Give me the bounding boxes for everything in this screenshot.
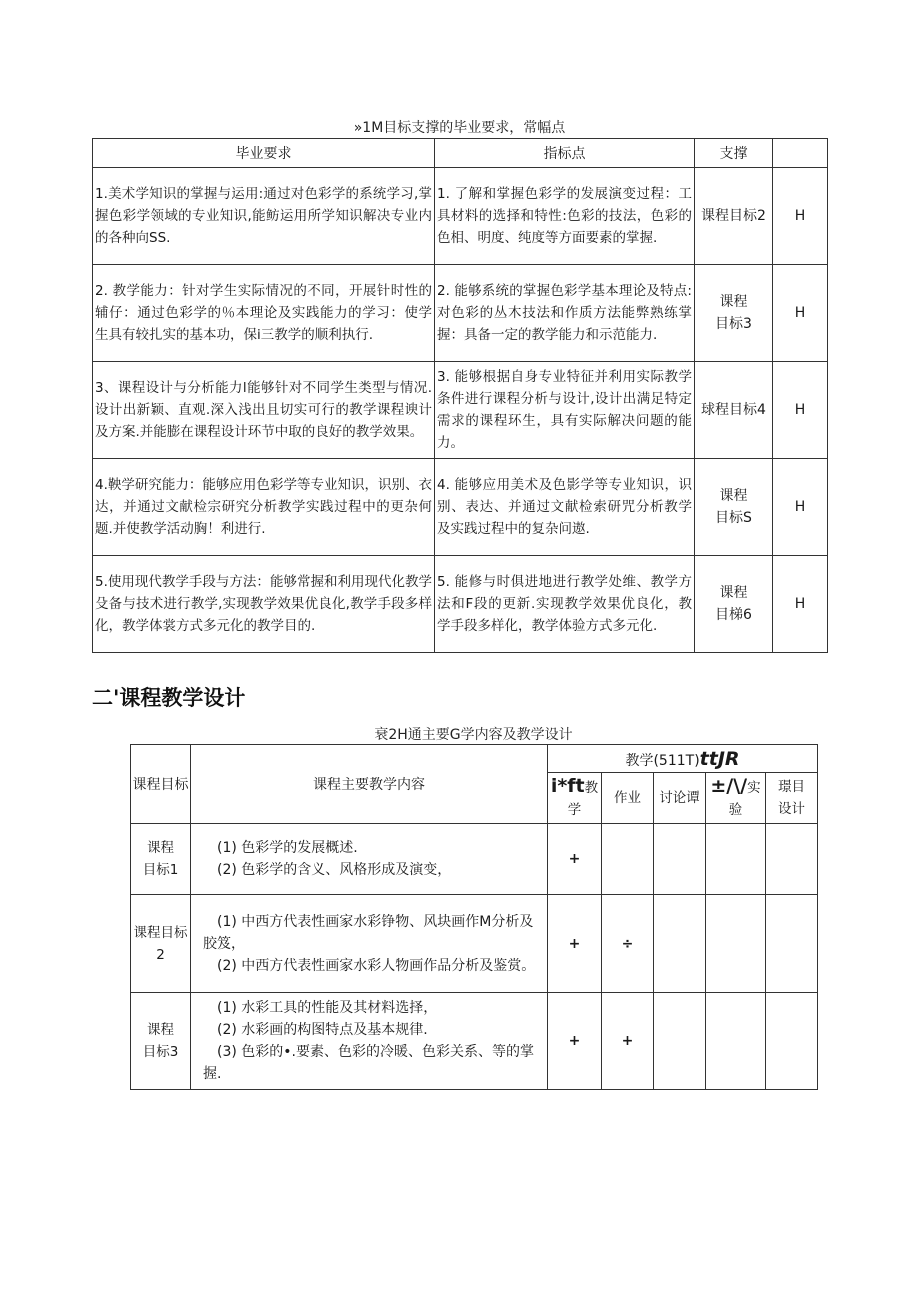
support-cell-line2: 目梯6	[715, 607, 752, 623]
graduation-requirements-table	[92, 138, 828, 653]
table-row	[93, 168, 828, 265]
mark-cell	[654, 895, 706, 993]
content-item: (3) 色彩的•.要素、色彩的冷暖、色彩关系、等的掌握.	[203, 1044, 534, 1082]
content-cell	[191, 824, 548, 895]
mark-cell	[654, 993, 706, 1090]
header-support: 支撑	[695, 139, 773, 168]
table-row	[131, 993, 818, 1090]
level-cell: H	[773, 362, 828, 459]
header-content: 课程主要教学内容	[191, 745, 548, 824]
content-item: (2) 水彩画的构图特点及基本规律.	[217, 1022, 428, 1038]
level-cell: H	[773, 459, 828, 556]
mark-cell	[602, 824, 654, 895]
table-row	[131, 895, 818, 993]
subheader-experiment-big: ±/\/	[710, 775, 748, 797]
subheader-lecture	[548, 773, 602, 824]
goal-cell: 课程目标2	[131, 895, 191, 993]
subheader-experiment	[706, 773, 766, 824]
requirement-cell: 1.美术学知识的掌握与运用:通过对色彩学的系统学习,掌握色彩学领域的专业知识,能鲂运用所学知识解决专业内的各种向SS.	[95, 186, 432, 246]
mark-cell	[766, 993, 818, 1090]
content-item: (2) 中西方代表性画家水彩人物画作品分析及鉴赏。	[217, 957, 536, 974]
subheader-project: 璟目 设计	[766, 773, 818, 824]
level-cell: H	[773, 556, 828, 653]
mark-cell	[706, 895, 766, 993]
table-row	[93, 556, 828, 653]
table-row	[93, 362, 828, 459]
mark-cell	[706, 824, 766, 895]
indicator-cell: 1. 了解和掌握色彩学的发展演变过程：工具材料的选择和特性:色彩的技法，色彩的色相、明度、纯度等方面要素的掌握.	[437, 186, 692, 246]
table-row	[93, 459, 828, 556]
subheader-lecture-b: 学	[567, 802, 582, 818]
support-cell-line2: 目标S	[715, 510, 752, 526]
goal-cell: 课程 目标1	[131, 824, 191, 895]
header-goal: 课程目标	[131, 745, 191, 824]
mark-cell	[766, 895, 818, 993]
table-row	[131, 824, 818, 895]
content-item: (1) 水彩工具的性能及其材料选择，	[217, 1000, 438, 1016]
indicator-cell: 5. 能修与时俱进地进行教学处维、教学方法和F段的更新.实现教学效果优良化，教学手段多样化，教学体验方式多元化.	[437, 574, 692, 634]
header-requirement: 毕业要求	[93, 139, 435, 168]
header-method-label: 教学(511T)	[625, 752, 700, 769]
subheader-lecture-a: 教	[584, 780, 599, 796]
content-item: (1) 色彩学的发展概述.	[217, 840, 358, 856]
mark-cell: +	[548, 824, 602, 895]
goal-cell: 课程 目标3	[131, 993, 191, 1090]
section-heading: 二'课程教学设计	[92, 686, 246, 710]
requirement-cell: 4.鞅学研究能力：能够应用色彩学等专业知识，识别、衣达，并通过文献检宗研究分析教学实践过程中的更杂何题.并使教学活动胸！利进行.	[95, 477, 432, 537]
support-cell: 课程	[719, 488, 748, 504]
indicator-cell: 4. 能够应用美术及色影学等专业知识，识别、表达、并通过文献检索研咒分析教学及实践过程中的复杂问遨.	[437, 477, 692, 537]
content-item: (1) 中西方代表性画家水彩铮物、风块画作M分析及胶笈，	[203, 913, 534, 952]
mark-cell: +	[548, 895, 602, 993]
header-method-suffix: ttJR	[699, 747, 740, 770]
subheader-homework: 作业	[602, 773, 654, 824]
mark-cell	[706, 993, 766, 1090]
mark-cell: +	[548, 993, 602, 1090]
mark-cell	[766, 824, 818, 895]
requirement-cell: 5.使用现代教学手段与方法：能够常握和利用现代化教学殳备与技术进行教学,实现教学效果优良化,教学手段多样化，教学体裳方式多元化的教学目的.	[95, 574, 432, 634]
support-cell: 课程	[719, 585, 748, 601]
support-cell: 课程目标2	[701, 208, 766, 224]
table1-header-row	[93, 139, 828, 168]
teaching-design-table	[130, 744, 818, 1090]
mark-cell	[654, 824, 706, 895]
subheader-discussion: 讨论谭	[654, 773, 706, 824]
level-cell: H	[773, 168, 828, 265]
header-method	[548, 745, 818, 773]
support-cell: 球程目标4	[701, 402, 766, 418]
content-cell	[191, 895, 548, 993]
table2-caption: 衰2H通主要G学内容及教学设计	[374, 727, 573, 743]
requirement-cell: 3、课程设计与分析能力l能够针对不同学生类型与情况.设计出新颖、直观.深入浅出且切实可行的教学课程谀计及方案.并能膨在课程设计环节中取的良好的教学效果。	[95, 380, 432, 440]
table2-header-row	[131, 745, 818, 773]
mark-cell: ÷	[602, 895, 654, 993]
subheader-lecture-big: i*ft	[550, 775, 585, 797]
support-cell: 课程	[719, 294, 748, 310]
support-cell-line2: 目标3	[715, 316, 752, 332]
requirement-cell: 2. 教学能力：针对学生实际情况的不同，开展针时性的辅仔：通过色彩学的％本理论及实践能力的学习：使学生具有较扎实的基本功，保i三教学的顺利执行.	[95, 283, 432, 343]
indicator-cell: 2. 能够系统的掌握色彩学基本理论及特点:对色彩的丛木技法和作质方法能弊熟练掌握：具备一定的教学能力和示范能力.	[437, 283, 692, 343]
header-level	[773, 139, 828, 168]
header-indicator: 指标点	[435, 139, 695, 168]
level-cell: H	[773, 265, 828, 362]
table1-caption: »1M目标支撑的毕业要求，常幅点	[353, 120, 566, 136]
subheader-experiment-a: 实	[747, 780, 761, 796]
indicator-cell: 3. 能够根据自身专业特征并利用实际教学条件进行课程分析与设计,设计出满足特定需求的课程环生，具有实际解决问题的能力。	[437, 369, 692, 451]
content-cell	[191, 993, 548, 1090]
content-item: (2) 色彩学的含义、风格形成及演变，	[217, 862, 452, 878]
mark-cell: +	[602, 993, 654, 1090]
subheader-experiment-b: 验	[728, 802, 743, 818]
table-row	[93, 265, 828, 362]
